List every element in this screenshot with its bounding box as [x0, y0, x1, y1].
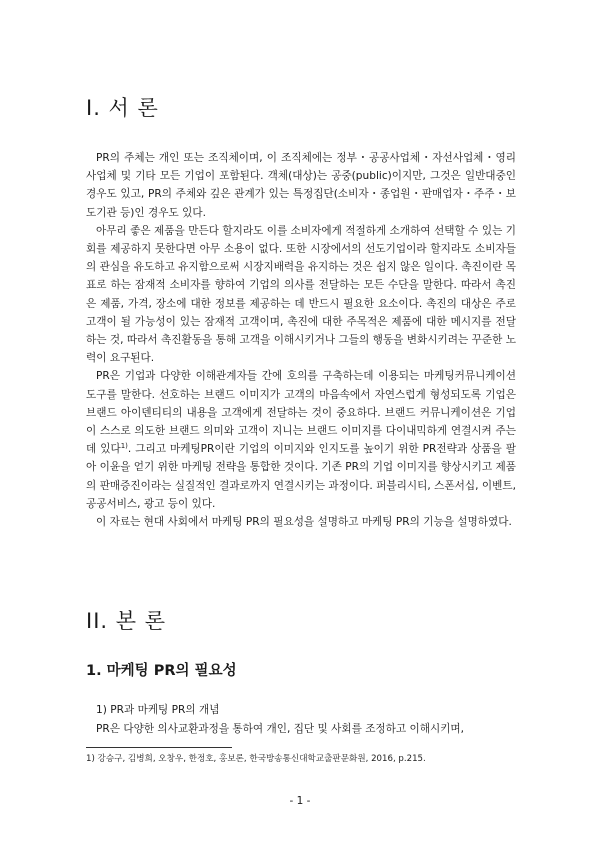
page-number: - 1 -	[289, 795, 311, 807]
paragraph: 이 자료는 현대 사회에서 마케팅 PR의 필요성을 설명하고 마케팅 PR의 기능을 설명하였다.	[96, 516, 512, 529]
footnote: 1) 강승구, 김병희, 오창우, 한정호, 홍보론, 한국방송통신대학교출판문화원, 2016, p.215.	[86, 754, 426, 764]
subsection-body	[86, 701, 516, 738]
subsection-heading: 1. 마케팅 PR의 필요성	[86, 663, 237, 679]
paragraph-text: . 그리고 마케팅PR이란 기업의 이미지와 인지도를 높이기 위한 PR전략과 상품을 팔아 이윤을 얻기 위한 마케팅 전략을 통합한 것이다. 기존 PR의 기업 이미지를 향상시키고 제품의 판매증진이라는 실질적인 결과로까지 연결시키는 과정이다. 퍼블리시티, 스폰서십, 이벤트, 공공서비스, 광고 등이 있다.	[86, 443, 516, 510]
item-title: 1) PR과 마케팅 PR의 개념	[96, 704, 220, 716]
introduction-body	[86, 149, 516, 531]
paragraph: PR은 다양한 의사교환과정을 통하여 개인, 집단 및 사회를 조정하고 이해시키며,	[96, 722, 465, 735]
paragraph: 아무리 좋은 제품을 만든다 할지라도 이를 소비자에게 적절하게 소개하여 선택할 수 있는 기회를 제공하지 못한다면 아무 소용이 없다. 또한 시장에서의 선도기업이라 할지라도 소비자들의 관심을 유도하고 유지함으로써 시장지배력을 유지하는 것은 쉽지 않은 일이다. 촉진이란 목표로 하는 잠재적 소비자를 향하여 기업의 의사를 전달하는 모든 수단을 말한다. 따라서 촉진은 제품, 가격, 장소에 대한 정보를 제공하는 데 반드시 필요한 요소이다. 촉진의 대상은 주로 고객이 될 가능성이 있는 잠재적 고객이며, 촉진에 대한 주목적은 제품에 대한 메시지를 전달하는 것, 따라서 촉진활동을 통해 고객을 이해시키거나 그들의 행동을 변화시키려는 꾸준한 노력이 요구된다.	[86, 224, 516, 365]
footnote-divider	[86, 747, 232, 748]
paragraph-text: PR은 기업과 다양한 이해관계자들 간에 호의를 구축하는데 이용되는 마케팅커뮤니케이션 도구를 말한다. 선호하는 브랜드 이미지가 고객의 마음속에서 자연스럽게 형성되도록 기업은 브랜드 아이덴티티의 내용을 고객에게 전달하는 것이 중요하다. 브랜드 커뮤니케이션은 기업이 스스로 의도한 브랜드 의미와 고객이 지니는 브랜드 이미지를 다이내믹하게 연결시켜 주는 데 있다	[86, 370, 516, 456]
section-heading-introduction: I. 서 론	[86, 96, 159, 120]
paragraph	[86, 367, 516, 513]
section-heading-body: II. 본 론	[86, 609, 166, 633]
paragraph: PR의 주체는 개인 또는 조직체이며, 이 조직체에는 정부・공공사업체・자선사업체・영리사업체 및 기타 모든 기업이 포함된다. 객체(대상)는 공중(public)이지만, 그것은 일반대중인 경우도 있고, PR의 주체와 깊은 관계가 있는 특정집단(소비자・종업원・판매업자・주주・보도기관 등)인 경우도 있다.	[86, 152, 516, 219]
footnote-reference[interactable]: 1)	[120, 442, 128, 451]
